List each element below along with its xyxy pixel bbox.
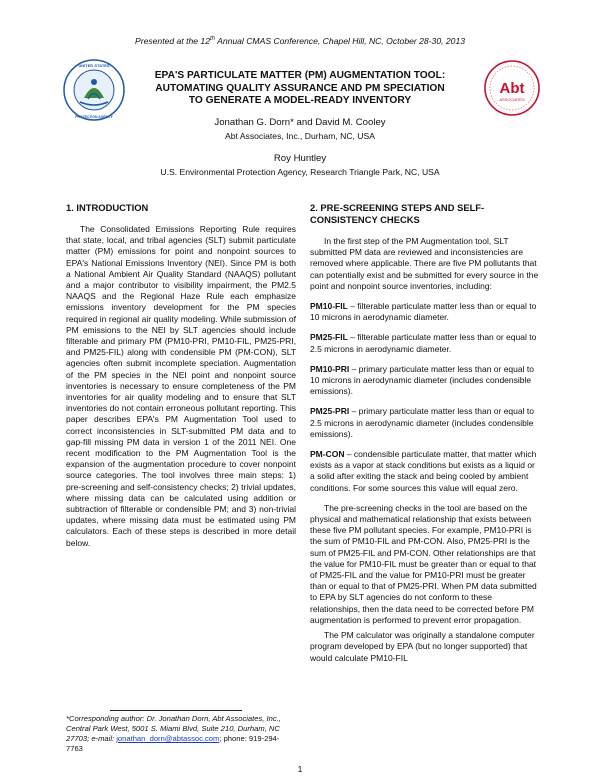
footnote <box>66 714 296 754</box>
right-column <box>310 202 540 664</box>
left-column <box>66 202 296 549</box>
authors: Jonathan G. Dorn* and David M. Cooley <box>214 117 386 128</box>
affiliation-2: U.S. Environmental Protection Agency, Research Triangle Park, NC, USA <box>160 167 440 177</box>
paper-title <box>120 70 480 108</box>
section-heading-prescreening: 2. PRE-SCREENING STEPS AND SELF-CONSISTENCY CHECKS <box>310 202 485 225</box>
epa-seal-logo <box>62 58 126 122</box>
definition-pm25-fil <box>310 332 540 354</box>
definition-term: PM-CON <box>310 449 345 460</box>
abt-logo-sub: ASSOCIATES <box>499 97 525 102</box>
definition-text: – filterable particulate matter less than or equal to 2.5 microns in aerodynamic diameter. <box>310 332 537 354</box>
footnote-text: *Corresponding author: Dr. Jonathan Dorn, Abt Associates, Inc., Central Park West, 5001 S. Miami Blvd, Suite 210, Durham, NC 27703; e-mail: <box>66 714 281 743</box>
abt-associates-logo <box>482 58 542 118</box>
prescreen-paragraph-3: The PM calculator was originally a standalone computer program developed by EPA (but no longer supported) that would calculate PM10-FIL <box>310 630 535 663</box>
conference-suffix: Annual CMAS Conference, Chapel Hill, NC, October 28-30, 2013 <box>215 36 465 46</box>
conference-prefix: Presented at the 12 <box>134 36 210 46</box>
definition-pm10-fil <box>310 301 540 323</box>
svg-text:UNITED STATES: UNITED STATES <box>78 63 110 68</box>
definition-text: – primary particulate matter less than or equal to 2.5 microns in aerodynamic diameter (includes condensible emissions). <box>310 406 534 439</box>
title-line: AUTOMATING QUALITY ASSURANCE AND PM SPECIATION <box>155 82 445 94</box>
conference-sup: th <box>210 36 216 43</box>
definition-text: – filterable particulate matter less than or equal to 10 microns in aerodynamic diameter. <box>310 301 537 323</box>
definition-term: PM25-PRI <box>310 406 350 417</box>
section-heading-introduction: 1. INTRODUCTION <box>66 202 149 213</box>
title-line: TO GENERATE A MODEL-READY INVENTORY <box>188 95 412 107</box>
definition-pm10-pri <box>310 364 540 398</box>
definition-text: – condensible particulate matter, that matter which exists as a vapor at stack conditions but exists as a liquid or a solid after exiting the stack and being cooled by ambient conditions. For some sources this value will equal zero. <box>310 449 537 493</box>
abt-logo-text: Abt <box>499 80 525 97</box>
footnote-phone: ; phone: 919-294-7763 <box>66 734 280 753</box>
author-2: Roy Huntley <box>273 153 327 164</box>
page-number: 1 <box>297 764 303 774</box>
email-link[interactable]: jonathan_dorn@abtassoc.com <box>116 734 220 743</box>
intro-paragraph: The Consolidated Emissions Reporting Rule requires that state, local, and tribal agencies (SLT) submit particulate matter (PM) emissions for point and nonpoint sources to EPA's National Emissions Inventory (NEI). Since PM is both a National Ambient Air Quality Standard (NAAQS) pollutant and a major contributor to visibility impairment, the PM2.5 NAAQS and the Regional Haze Rule each emphasize emissions inventory development for the PM species required in regional air quality modeling. While submission of PM emissions to the NEI by SLT agencies should include filterable and primary PM (PM10-PRI, PM10-FIL, PM25-PRI, and PM25-FIL) along with condensible PM (PM-CON), SLT agencies often submit incomplete speciation. Augmentation of the PM species in the NEI point and nonpoint source inventories is necessary to ensure completeness of the PM inventories for air quality modeling and to ensure that SLT inventories do not contain erroneous pollutant reporting. This paper describes EPA's PM Augmentation Tool used to correct inconsistencies in SLT-submitted PM data and to gap-fill missing PM data in version 1 of the 2011 NEI. One recent modification to the PM Augmentation Tool is the expansion of the augmentation procedure to cover nonpoint source categories. The tool involves three main steps: 1) pre-screening and self-consistency checks; 2) trivial updates, where missing data can be calculated using addition or subtraction of filterable or condensible PM; and 3) non-trivial updates, where missing data must be estimated using PM calculators. Each of these steps is described in more detail below. <box>66 224 296 548</box>
prescreen-intro: In the first step of the PM Augmentation tool, SLT submitted PM data are reviewed and inconsistencies are removed where applicable. There are five PM pollutants that can potentially exist and be submitted for every source in the point and nonpoint source inventories, including: <box>310 236 539 291</box>
definition-term: PM10-PRI <box>310 363 350 374</box>
definition-pm-con <box>310 449 540 494</box>
title-line: EPA'S PARTICULATE MATTER (PM) AUGMENTATION TOOL: <box>154 70 446 81</box>
definition-term: PM10-FIL <box>310 301 348 312</box>
prescreen-paragraph-2: The pre-screening checks in the tool are based on the physical and mathematical relationship that exists between these five PM pollutant species. For example, PM10-PRI is the sum of PM10-FIL and PM-CON. Also, PM25-PRI is the sum of PM25-FIL and PM-CON. Other relationships are that the value for PM10-FIL must be greater than or equal to that of PM25-FIL and the value for PM10-PRI must be greater than or equal to that of PM25-PRI. When PM data submitted to EPA by SLT agencies do not conform to these relationships, then the data need to be corrected before PM augmentation is performed to prevent error propagation. <box>310 502 537 625</box>
definition-text: – primary particulate matter less than or equal to 10 microns in aerodynamic diameter (includes condensible emissions). <box>310 363 534 397</box>
conference-line <box>0 36 600 46</box>
affiliation: Abt Associates, Inc., Durham, NC, USA <box>225 131 375 141</box>
svg-text:PROTECTION AGENCY: PROTECTION AGENCY <box>75 115 113 119</box>
definition-pm25-pri <box>310 406 540 440</box>
definition-term: PM25-FIL <box>310 332 348 343</box>
footnote-rule <box>110 710 242 711</box>
